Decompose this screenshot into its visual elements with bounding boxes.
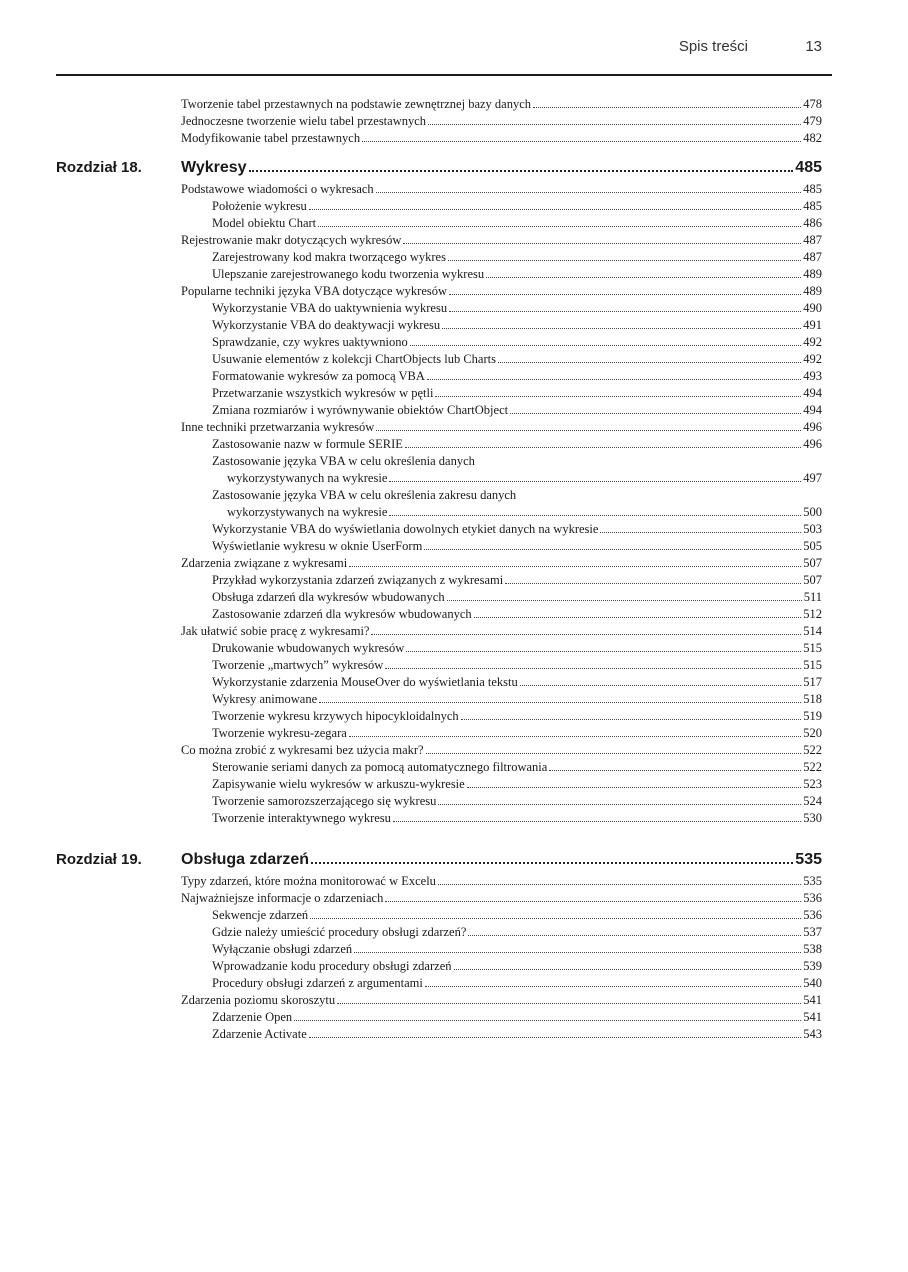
toc-entry-section[interactable]	[181, 232, 822, 249]
dot-leader	[362, 137, 801, 142]
toc-entry-page: 487	[803, 250, 822, 264]
toc-entry-subsection[interactable]	[212, 708, 822, 725]
toc-entry-section[interactable]	[181, 873, 822, 890]
toc-entry-page: 500	[803, 505, 822, 519]
toc-entry-section[interactable]	[181, 419, 822, 436]
chapter-heading	[0, 157, 908, 181]
chapter-title: Obsługa zdarzeń	[181, 851, 310, 868]
toc-entry-title: Tworzenie wykresu krzywych hipocykloidalnych	[212, 709, 459, 723]
toc-entry-page: 536	[803, 891, 822, 905]
dot-leader	[442, 324, 801, 329]
toc-entry-title: Najważniejsze informacje o zdarzeniach	[181, 891, 384, 905]
dot-leader	[600, 528, 801, 533]
dot-leader	[385, 664, 801, 669]
dot-leader	[309, 1033, 802, 1038]
dot-leader	[349, 562, 801, 567]
dot-leader	[349, 732, 801, 737]
chapter-label: Rozdział 18.	[56, 159, 142, 176]
toc-entry-title: Tworzenie interaktywnego wykresu	[212, 811, 391, 825]
toc-row	[0, 385, 908, 402]
dot-leader	[318, 222, 801, 227]
toc-row	[0, 708, 908, 725]
toc-entry-subsection[interactable]	[212, 941, 822, 958]
chapter-page-number: 535	[795, 851, 822, 868]
toc-entry-title: Tworzenie wykresu-zegara	[212, 726, 347, 740]
toc-row	[0, 640, 908, 657]
toc-row	[0, 992, 908, 1009]
toc-entry-page: 518	[803, 692, 822, 706]
toc-entry-subsection[interactable]	[212, 334, 822, 351]
toc-entry-title: Wykresy animowane	[212, 692, 318, 706]
toc-entry-page: 497	[803, 471, 822, 485]
toc-entry-subsection[interactable]	[212, 215, 822, 232]
toc-entry-title: Wyświetlanie wykresu w oknie UserForm	[212, 539, 423, 553]
chapter-label: Rozdział 19.	[56, 851, 142, 868]
toc-entry-title: Drukowanie wbudowanych wykresów	[212, 641, 405, 655]
toc-entry-title: Zdarzenie Activate	[212, 1027, 307, 1041]
toc-entry-subsection[interactable]	[212, 975, 822, 992]
dot-leader	[426, 749, 802, 754]
toc-row	[0, 623, 908, 640]
table-of-contents	[0, 96, 908, 1043]
toc-entry-subsection[interactable]	[227, 470, 822, 487]
toc-entry-section[interactable]	[181, 181, 822, 198]
toc-entry-title: Modyfikowanie tabel przestawnych	[181, 131, 361, 145]
dot-leader	[389, 511, 801, 516]
toc-row	[0, 1026, 908, 1043]
toc-entry-section[interactable]	[181, 555, 822, 572]
toc-entry-page: 541	[803, 993, 822, 1007]
toc-entry-subsection[interactable]	[212, 1009, 822, 1026]
toc-entry-title: Sterowanie seriami danych za pomocą automatycznego filtrowania	[212, 760, 548, 774]
toc-entry-title: Zastosowanie nazw w formule SERIE	[212, 437, 403, 451]
toc-entry-page: 491	[803, 318, 822, 332]
dot-leader	[424, 545, 801, 550]
toc-entry-page: 535	[803, 874, 822, 888]
toc-row	[0, 419, 908, 436]
toc-entry-title: Wykorzystanie VBA do uaktywnienia wykresu	[212, 301, 448, 315]
toc-entry-title: Wykorzystanie VBA do deaktywacji wykresu	[212, 318, 441, 332]
toc-entry-page: 511	[803, 590, 822, 604]
toc-entry-page: 507	[803, 573, 822, 587]
dot-leader	[435, 392, 801, 397]
toc-entry-title: Tworzenie „martwych” wykresów	[212, 658, 384, 672]
toc-entry-page: 486	[803, 216, 822, 230]
toc-entry-title: Jednoczesne tworzenie wielu tabel przestawnych	[181, 114, 427, 128]
toc-entry-subsection[interactable]	[227, 504, 822, 521]
toc-entry-subsection[interactable]	[212, 793, 822, 810]
toc-entry-page: 479	[803, 114, 822, 128]
toc-entry-subsection[interactable]	[212, 759, 822, 776]
toc-entry-section[interactable]	[181, 742, 822, 759]
toc-entry-title: Wykorzystanie VBA do wyświetlania dowolnych etykiet danych na wykresie	[212, 522, 599, 536]
toc-row	[0, 674, 908, 691]
toc-entry-page: 540	[803, 976, 822, 990]
dot-leader	[520, 681, 802, 686]
toc-entry-page: 515	[803, 658, 822, 672]
toc-row	[0, 1009, 908, 1026]
toc-entry-subsection[interactable]	[212, 606, 822, 623]
toc-entry-page: 519	[803, 709, 822, 723]
dot-leader	[486, 273, 801, 278]
toc-row	[0, 453, 908, 470]
toc-entry-title: Typy zdarzeń, które można monitorować w Excelu	[181, 874, 436, 888]
dot-leader	[428, 120, 801, 125]
toc-entry-page: 487	[803, 233, 822, 247]
toc-entry-subsection[interactable]	[212, 640, 822, 657]
toc-entry-title: Sprawdzanie, czy wykres uaktywniono	[212, 335, 408, 349]
toc-row	[0, 317, 908, 334]
toc-entry-subsection[interactable]	[212, 907, 822, 924]
dot-leader	[405, 443, 801, 448]
toc-entry-page: 485	[803, 182, 822, 196]
dot-leader	[454, 965, 802, 970]
toc-entry-page: 541	[803, 1010, 822, 1024]
toc-entry-title: Zmiana rozmiarów i wyrównywanie obiektów ChartObject	[212, 403, 509, 417]
toc-entry-subsection[interactable]	[212, 924, 822, 941]
toc-entry-page: 507	[803, 556, 822, 570]
dot-leader	[468, 931, 801, 936]
chapter-heading	[0, 849, 908, 873]
toc-row	[0, 538, 908, 555]
dot-leader	[427, 375, 801, 380]
chapter-page-number: 485	[795, 159, 822, 176]
toc-entry-subsection[interactable]	[212, 453, 822, 470]
toc-entry-title: Położenie wykresu	[212, 199, 307, 213]
toc-row	[0, 470, 908, 487]
toc-entry-title: Zarejestrowany kod makra tworzącego wykres	[212, 250, 446, 264]
dot-leader	[533, 103, 801, 108]
toc-entry-subsection[interactable]	[212, 402, 822, 419]
toc-entry-page: 536	[803, 908, 822, 922]
toc-entry-subsection[interactable]	[212, 521, 822, 538]
toc-entry-section[interactable]	[181, 130, 822, 147]
toc-row	[0, 436, 908, 453]
toc-row	[0, 130, 908, 147]
toc-entry-section[interactable]	[181, 113, 822, 130]
dot-leader	[319, 698, 801, 703]
toc-entry-subsection[interactable]	[212, 249, 822, 266]
toc-row	[0, 907, 908, 924]
toc-row	[0, 232, 908, 249]
toc-entry-title: wykorzystywanych na wykresie	[227, 471, 388, 485]
toc-entry-title: Wprowadzanie kodu procedury obsługi zdarzeń	[212, 959, 452, 973]
toc-entry-subsection[interactable]	[212, 538, 822, 555]
toc-entry-subsection[interactable]	[212, 572, 822, 589]
toc-row	[0, 776, 908, 793]
toc-row	[0, 725, 908, 742]
toc-row	[0, 975, 908, 992]
toc-entry-page: 485	[803, 199, 822, 213]
toc-entry-page: 490	[803, 301, 822, 315]
toc-entry-title: Wyłączanie obsługi zdarzeń	[212, 942, 353, 956]
toc-entry-title: Rejestrowanie makr dotyczących wykresów	[181, 233, 402, 247]
toc-row	[0, 691, 908, 708]
toc-entry-subsection[interactable]	[212, 776, 822, 793]
toc-entry-subsection[interactable]	[212, 691, 822, 708]
dot-leader	[448, 256, 801, 261]
dot-leader	[474, 613, 802, 618]
toc-entry-title: Podstawowe wiadomości o wykresach	[181, 182, 374, 196]
toc-entry-page: 539	[803, 959, 822, 973]
toc-entry-title: Gdzie należy umieścić procedury obsługi zdarzeń?	[212, 925, 467, 939]
toc-entry-page: 478	[803, 97, 822, 111]
toc-entry-title: Zapisywanie wielu wykresów w arkuszu-wykresie	[212, 777, 465, 791]
toc-entry-title: Zdarzenia poziomu skoroszytu	[181, 993, 336, 1007]
toc-entry-title: Jak ułatwić sobie pracę z wykresami?	[181, 624, 370, 638]
toc-entry-subsection[interactable]	[212, 436, 822, 453]
toc-entry-page: 489	[803, 284, 822, 298]
dot-leader	[385, 897, 801, 902]
toc-entry-subsection[interactable]	[212, 1026, 822, 1043]
toc-row	[0, 606, 908, 623]
dot-leader	[311, 857, 793, 864]
toc-entry-section[interactable]	[181, 96, 822, 113]
running-header	[56, 34, 832, 76]
toc-entry-page: 537	[803, 925, 822, 939]
toc-entry-title: Przykład wykorzystania zdarzeń związanych z wykresami	[212, 573, 504, 587]
dot-leader	[389, 477, 801, 482]
toc-entry-section[interactable]	[181, 890, 822, 907]
toc-entry-subsection[interactable]	[212, 351, 822, 368]
toc-entry-page: 503	[803, 522, 822, 536]
toc-entry-page: 494	[803, 403, 822, 417]
dot-leader	[354, 948, 801, 953]
toc-entry-title: wykorzystywanych na wykresie	[227, 505, 388, 519]
toc-entry-page: 512	[803, 607, 822, 621]
dot-leader	[467, 783, 802, 788]
toc-entry-page: 522	[803, 743, 822, 757]
dot-leader	[410, 341, 801, 346]
toc-entry-page: 489	[803, 267, 822, 281]
dot-leader	[249, 165, 794, 172]
toc-entry-page: 493	[803, 369, 822, 383]
toc-entry-subsection[interactable]	[212, 725, 822, 742]
toc-entry-subsection[interactable]	[212, 317, 822, 334]
toc-entry-title: Obsługa zdarzeń dla wykresów wbudowanych	[212, 590, 445, 604]
toc-entry-subsection[interactable]	[212, 198, 822, 215]
dot-leader	[310, 914, 801, 919]
toc-row	[0, 793, 908, 810]
toc-entry-page: 543	[803, 1027, 822, 1041]
toc-row	[0, 266, 908, 283]
toc-entry-title: Tworzenie samorozszerzającego się wykresu	[212, 794, 437, 808]
toc-row	[0, 368, 908, 385]
toc-row	[0, 334, 908, 351]
toc-row	[0, 958, 908, 975]
dot-leader	[406, 647, 801, 652]
toc-entry-subsection[interactable]	[212, 674, 822, 691]
toc-entry-page: 505	[803, 539, 822, 553]
toc-entry-title: Zdarzenie Open	[212, 1010, 293, 1024]
chapter-title-entry	[181, 849, 822, 871]
toc-entry-title: Zdarzenia związane z wykresami	[181, 556, 348, 570]
toc-entry-page: 530	[803, 811, 822, 825]
toc-row	[0, 198, 908, 215]
dot-leader	[438, 800, 801, 805]
toc-entry-title: Procedury obsługi zdarzeń z argumentami	[212, 976, 423, 990]
toc-row	[0, 759, 908, 776]
toc-row	[0, 555, 908, 572]
toc-entry-subsection[interactable]	[212, 487, 822, 504]
toc-entry-title: Wykorzystanie zdarzenia MouseOver do wyświetlania tekstu	[212, 675, 518, 689]
page-number: 13	[805, 38, 822, 55]
toc-entry-page: 524	[803, 794, 822, 808]
toc-entry-subsection[interactable]	[212, 958, 822, 975]
toc-entry-subsection[interactable]	[212, 385, 822, 402]
dot-leader	[510, 409, 801, 414]
toc-entry-title: Sekwencje zdarzeń	[212, 908, 309, 922]
toc-row	[0, 96, 908, 113]
dot-leader	[449, 290, 801, 295]
toc-entry-subsection[interactable]	[212, 589, 822, 606]
chapter-spacer	[0, 827, 908, 841]
dot-leader	[371, 630, 801, 635]
toc-row	[0, 181, 908, 198]
toc-row	[0, 924, 908, 941]
toc-entry-page: 492	[803, 335, 822, 349]
toc-row	[0, 300, 908, 317]
toc-entry-title: Ulepszanie zarejestrowanego kodu tworzenia wykresu	[212, 267, 485, 281]
toc-row	[0, 572, 908, 589]
dot-leader	[438, 880, 801, 885]
toc-entry-section[interactable]	[181, 283, 822, 300]
toc-entry-section[interactable]	[181, 992, 822, 1009]
dot-leader	[425, 982, 801, 987]
dot-leader	[376, 426, 801, 431]
toc-row	[0, 521, 908, 538]
toc-entry-title: Model obiektu Chart	[212, 216, 317, 230]
toc-entry-page: 517	[803, 675, 822, 689]
toc-entry-page: 482	[803, 131, 822, 145]
toc-entry-title: Co można zrobić z wykresami bez użycia makr?	[181, 743, 424, 757]
toc-entry-page: 538	[803, 942, 822, 956]
dot-leader	[403, 239, 801, 244]
toc-entry-page: 496	[803, 420, 822, 434]
running-header-title: Spis treści	[678, 38, 748, 55]
chapter-title: Wykresy	[181, 159, 247, 176]
toc-entry-title: Zastosowanie języka VBA w celu określenia zakresu danych	[212, 488, 517, 502]
toc-entry-page: 522	[803, 760, 822, 774]
toc-entry-subsection[interactable]	[212, 810, 822, 827]
toc-entry-subsection[interactable]	[212, 657, 822, 674]
toc-row	[0, 487, 908, 504]
toc-entry-page: 492	[803, 352, 822, 366]
toc-entry-subsection[interactable]	[212, 300, 822, 317]
toc-entry-page: 515	[803, 641, 822, 655]
toc-entry-page: 514	[803, 624, 822, 638]
toc-entry-section[interactable]	[181, 623, 822, 640]
toc-entry-title: Tworzenie tabel przestawnych na podstawie zewnętrznej bazy danych	[181, 97, 532, 111]
dot-leader	[498, 358, 801, 363]
toc-entry-title: Inne techniki przetwarzania wykresów	[181, 420, 375, 434]
toc-entry-title: Popularne techniki języka VBA dotyczące wykresów	[181, 284, 448, 298]
dot-leader	[505, 579, 801, 584]
toc-entry-page: 496	[803, 437, 822, 451]
toc-entry-title: Formatowanie wykresów za pomocą VBA	[212, 369, 425, 383]
dot-leader	[309, 205, 801, 210]
toc-row	[0, 113, 908, 130]
toc-entry-subsection[interactable]	[212, 368, 822, 385]
dot-leader	[294, 1016, 801, 1021]
toc-entry-subsection[interactable]	[212, 266, 822, 283]
dot-leader	[376, 188, 802, 193]
toc-row	[0, 589, 908, 606]
toc-entry-title: Zastosowanie języka VBA w celu określenia danych	[212, 454, 475, 468]
dot-leader	[393, 817, 801, 822]
toc-row	[0, 402, 908, 419]
toc-row	[0, 873, 908, 890]
dot-leader	[549, 766, 801, 771]
toc-row	[0, 742, 908, 759]
dot-leader	[337, 999, 801, 1004]
toc-row	[0, 351, 908, 368]
toc-row	[0, 890, 908, 907]
dot-leader	[449, 307, 801, 312]
toc-entry-title: Przetwarzanie wszystkich wykresów w pętli	[212, 386, 434, 400]
toc-row	[0, 215, 908, 232]
toc-row	[0, 249, 908, 266]
toc-row	[0, 810, 908, 827]
toc-row	[0, 504, 908, 521]
toc-entry-page: 494	[803, 386, 822, 400]
toc-row	[0, 941, 908, 958]
dot-leader	[461, 715, 802, 720]
toc-entry-title: Zastosowanie zdarzeń dla wykresów wbudowanych	[212, 607, 472, 621]
toc-entry-page: 523	[803, 777, 822, 791]
toc-entry-page: 520	[803, 726, 822, 740]
toc-entry-title: Usuwanie elementów z kolekcji ChartObjects lub Charts	[212, 352, 496, 366]
toc-row	[0, 657, 908, 674]
toc-row	[0, 283, 908, 300]
chapter-title-entry	[181, 157, 822, 179]
dot-leader	[447, 596, 802, 601]
